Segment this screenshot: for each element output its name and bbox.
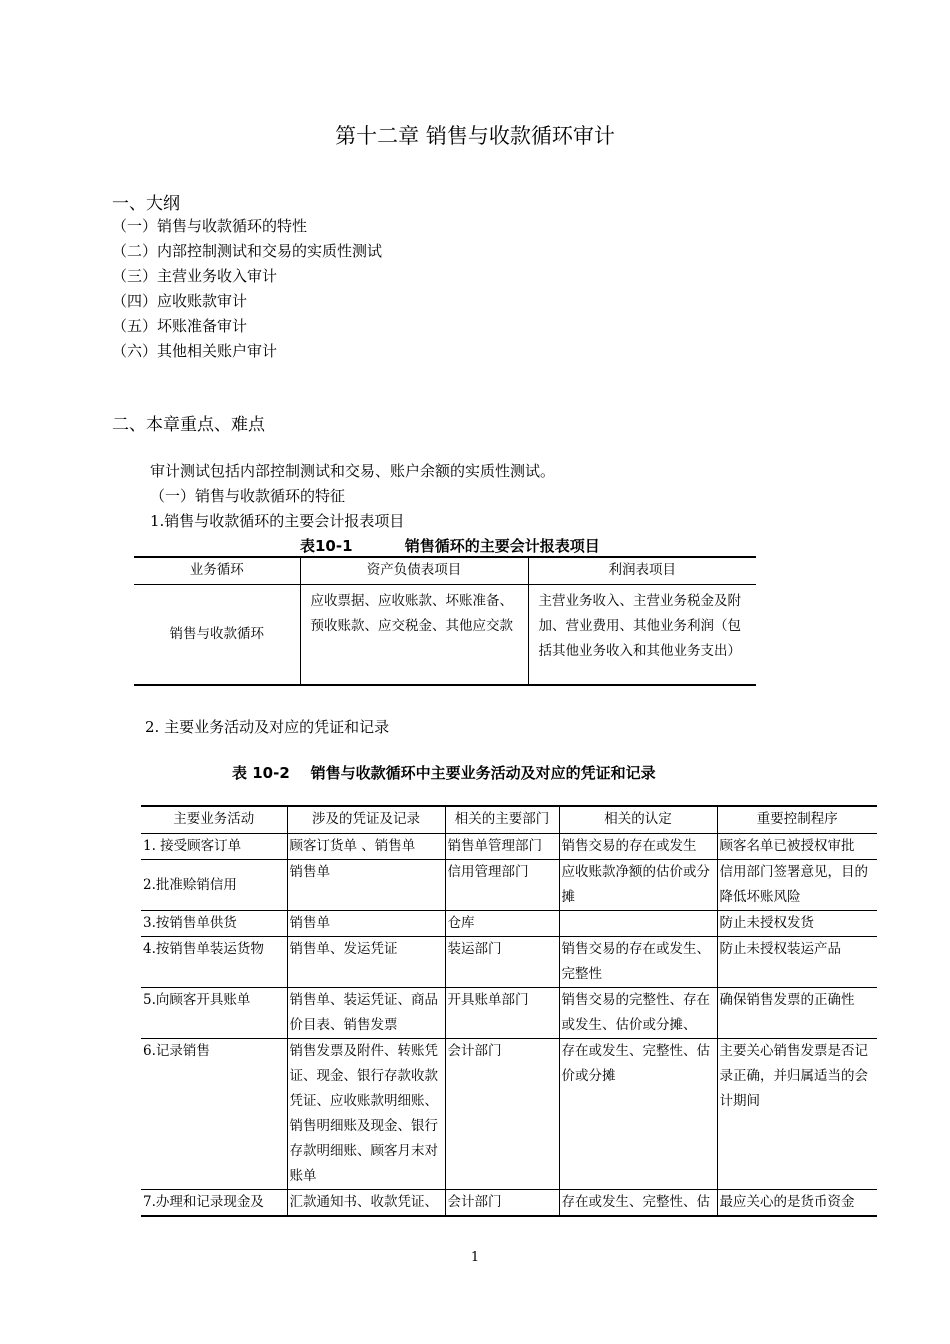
table2-cell: 会计部门 <box>445 1190 559 1217</box>
table-row <box>141 937 877 988</box>
table2-cell: 2.批准赊销信用 <box>141 860 287 911</box>
table2-cell: 最应关心的是货币资金 <box>717 1190 877 1217</box>
table2-cell: 销售交易的存在或发生、完整性 <box>559 937 717 988</box>
table-row <box>141 834 877 860</box>
table2-cell: 汇款通知书、收款凭证、 <box>287 1190 445 1217</box>
table2-cell: 3.按销售单供货 <box>141 911 287 937</box>
table2-cell: 销售单、发运凭证 <box>287 937 445 988</box>
outline-item: （一）销售与收款循环的特性 <box>112 217 308 235</box>
table2-cell: 销售交易的完整性、存在或发生、估价或分摊、 <box>559 988 717 1039</box>
table2-cell: 销售单、装运凭证、商品价目表、销售发票 <box>287 988 445 1039</box>
table-10-1 <box>134 556 756 686</box>
table2-cell: 应收账款净额的估价或分摊 <box>559 860 717 911</box>
table2-header: 涉及的凭证及记录 <box>287 806 445 834</box>
table2-cell: 装运部门 <box>445 937 559 988</box>
table1-header: 资产负债表项目 <box>300 557 528 585</box>
table2-cell: 销售交易的存在或发生 <box>559 834 717 860</box>
outline-heading: 一、大纲 <box>112 194 180 214</box>
table1-cell: 应收票据、应收账款、坏账准备、预收账款、应交税金、其他应交款 <box>300 585 528 685</box>
key-points-sub2: 1.销售与收款循环的主要会计报表项目 <box>150 512 405 530</box>
table2-header: 相关的认定 <box>559 806 717 834</box>
table2-cell: 防止未授权发货 <box>717 911 877 937</box>
table2-header: 主要业务活动 <box>141 806 287 834</box>
table2-header: 重要控制程序 <box>717 806 877 834</box>
table2-cell: 会计部门 <box>445 1039 559 1190</box>
table-row <box>141 911 877 937</box>
table1-cell: 销售与收款循环 <box>134 585 300 685</box>
outline-item: （五）坏账准备审计 <box>112 317 248 335</box>
table1-cell: 主营业务收入、主营业务税金及附加、营业费用、其他业务利润（包括其他业务收入和其他业务支出） <box>538 593 741 659</box>
table2-cell <box>559 911 717 937</box>
table-row <box>141 1039 877 1190</box>
table2-cell: 信用部门签署意见，目的降低坏账风险 <box>717 860 877 911</box>
key-points-heading: 二、本章重点、难点 <box>112 415 265 435</box>
table2-cell: 5.向顾客开具账单 <box>141 988 287 1039</box>
table-row <box>141 988 877 1039</box>
table2-cell: 主要关心销售发票是否记录正确，并归属适当的会计期间 <box>717 1039 877 1190</box>
table1-header: 利润表项目 <box>528 557 756 585</box>
table2-cell: 销售单 <box>287 860 445 911</box>
table2-cell: 存在或发生、完整性、估价或分摊 <box>559 1039 717 1190</box>
table2-cell: 确保销售发票的正确性 <box>717 988 877 1039</box>
table2-cell: 防止未授权装运产品 <box>717 937 877 988</box>
table-row <box>141 860 877 911</box>
table2-cell: 开具账单部门 <box>445 988 559 1039</box>
key-points-sub1: （一）销售与收款循环的特征 <box>150 487 346 505</box>
table2-cell: 顾客名单已被授权审批 <box>717 834 877 860</box>
outline-item: （四）应收账款审计 <box>112 292 248 310</box>
table-10-2 <box>141 805 877 1217</box>
page-number: 1 <box>470 1250 480 1265</box>
table2-header: 相关的主要部门 <box>445 806 559 834</box>
table2-caption: 表 10-2 销售与收款循环中主要业务活动及对应的凭证和记录 <box>232 764 656 782</box>
table2-cell: 4.按销售单装运货物 <box>141 937 287 988</box>
outline-item: （二）内部控制测试和交易的实质性测试 <box>112 242 383 260</box>
table2-cell: 销售单 <box>287 911 445 937</box>
table1-caption: 表10-1 销售循环的主要会计报表项目 <box>300 537 600 555</box>
table1-header: 业务循环 <box>134 557 300 585</box>
outline-item: （三）主营业务收入审计 <box>112 267 278 285</box>
table2-cell: 存在或发生、完整性、估 <box>559 1190 717 1217</box>
section2-heading: 2. 主要业务活动及对应的凭证和记录 <box>145 718 390 736</box>
table2-cell: 顾客订货单 、销售单 <box>287 834 445 860</box>
table2-cell: 7.办理和记录现金及 <box>141 1190 287 1217</box>
table2-cell: 销售发票及附件、转账凭证、现金、银行存款收款凭证、应收账款明细账、销售明细账及现金、银行存款明细账、顾客月末对账单 <box>287 1039 445 1190</box>
key-points-intro: 审计测试包括内部控制测试和交易、账户余额的实质性测试。 <box>150 462 556 480</box>
table2-cell: 1. 接受顾客订单 <box>141 834 287 860</box>
chapter-title: 第十二章 销售与收款循环审计 <box>335 124 615 148</box>
table2-cell: 6.记录销售 <box>141 1039 287 1190</box>
outline-item: （六）其他相关账户审计 <box>112 342 278 360</box>
table2-cell: 仓库 <box>445 911 559 937</box>
table-row <box>141 1190 877 1217</box>
table2-cell: 销售单管理部门 <box>445 834 559 860</box>
table2-cell: 信用管理部门 <box>445 860 559 911</box>
